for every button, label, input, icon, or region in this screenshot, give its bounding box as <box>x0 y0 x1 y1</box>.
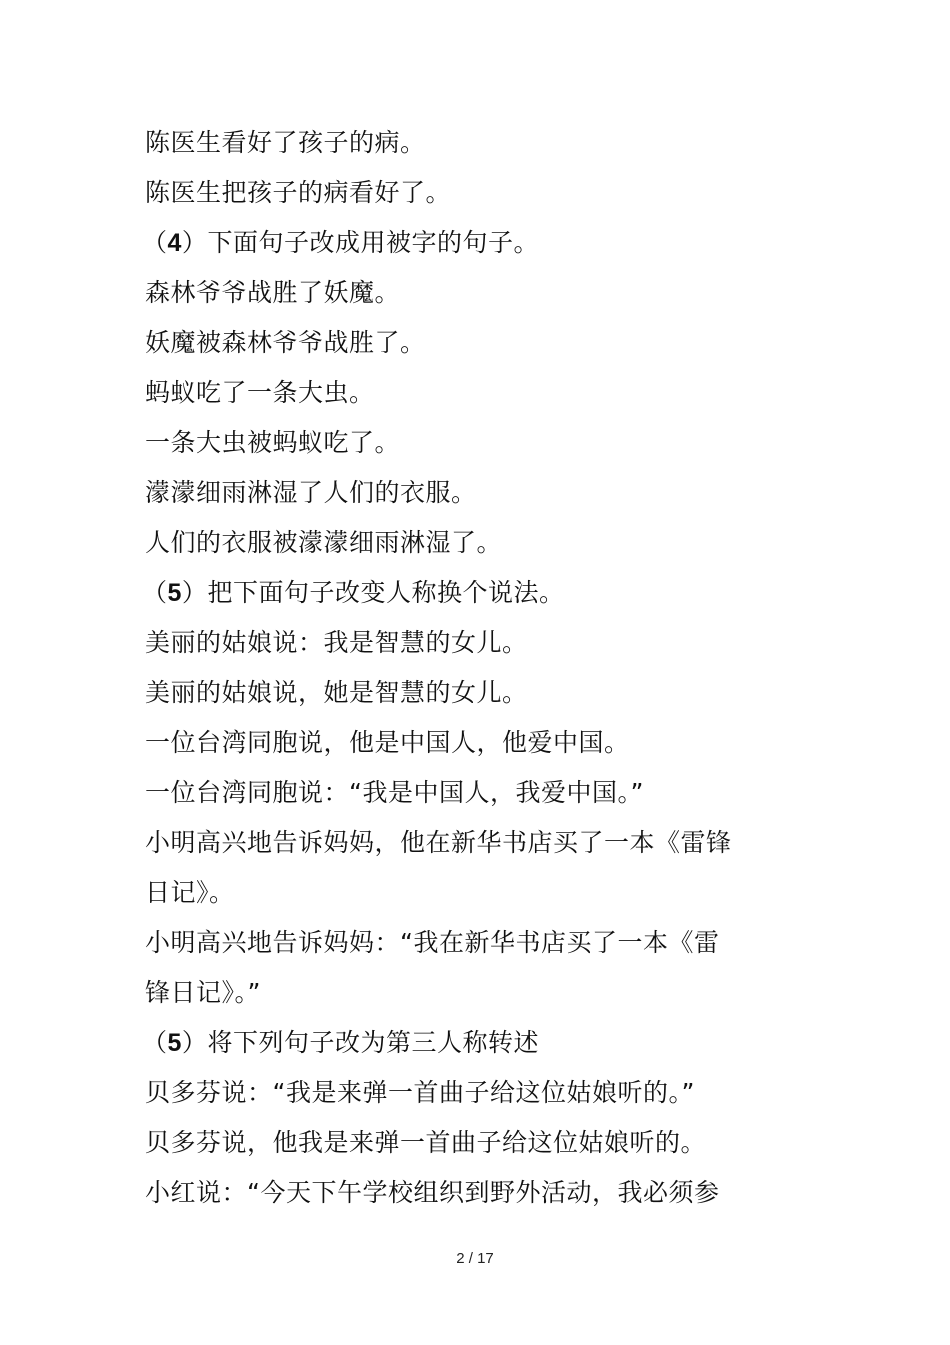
heading-number: 5 <box>167 1029 182 1057</box>
heading-paren-open: （ <box>142 1028 168 1057</box>
text-line: 贝多芬说，他我是来弹一首曲子给这位姑娘听的。 <box>145 1128 707 1157</box>
text-line: 妖魔被森林爷爷战胜了。 <box>145 328 426 357</box>
heading-text: 把下面句子改变人称换个说法。 <box>207 578 565 607</box>
heading-paren-close: ） <box>181 228 208 257</box>
text-line: 美丽的姑娘说，她是智慧的女儿。 <box>145 678 528 707</box>
heading-number: 5 <box>167 579 182 607</box>
heading-paren-close: ） <box>181 1028 208 1057</box>
text-line: 陈医生把孩子的病看好了。 <box>145 178 452 207</box>
heading-number: 4 <box>167 229 182 257</box>
heading-paren-open: （ <box>142 578 168 607</box>
text-line: 一条大虫被蚂蚁吃了。 <box>145 428 401 457</box>
heading-text: 将下列句子改为第三人称转述 <box>207 1028 539 1057</box>
section-heading <box>142 218 785 268</box>
section-heading <box>142 1018 785 1068</box>
text-line: 美丽的姑娘说：我是智慧的女儿。 <box>145 628 528 657</box>
text-line: 人们的衣服被濛濛细雨淋湿了。 <box>145 528 503 557</box>
text-line: 小红说：“今天下午学校组织到野外活动，我必须参 <box>145 1178 720 1207</box>
text-line: 一位台湾同胞说，他是中国人，他爱中国。 <box>145 728 630 757</box>
text-line: 蚂蚁吃了一条大虫。 <box>145 378 375 407</box>
text-line: 小明高兴地告诉妈妈：“我在新华书店买了一本《雷 <box>145 928 720 957</box>
page-number: 2 / 17 <box>456 1250 494 1267</box>
heading-paren-open: （ <box>142 228 168 257</box>
heading-text: 下面句子改成用被字的句子。 <box>207 228 539 257</box>
text-line: 日记》。 <box>145 878 235 907</box>
text-line: 贝多芬说：“我是来弹一首曲子给这位姑娘听的。” <box>145 1078 695 1107</box>
text-line: 一位台湾同胞说：“我是中国人，我爱中国。” <box>145 778 644 807</box>
document-body <box>142 118 785 1218</box>
text-line: 濛濛细雨淋湿了人们的衣服。 <box>145 478 477 507</box>
text-line: 森林爷爷战胜了妖魔。 <box>145 278 401 307</box>
text-line: 陈医生看好了孩子的病。 <box>145 128 426 157</box>
heading-paren-close: ） <box>181 578 208 607</box>
text-line: 锋日记》。” <box>145 978 261 1007</box>
text-line: 小明高兴地告诉妈妈，他在新华书店买了一本《雷锋 <box>145 828 732 857</box>
section-heading <box>142 568 785 618</box>
